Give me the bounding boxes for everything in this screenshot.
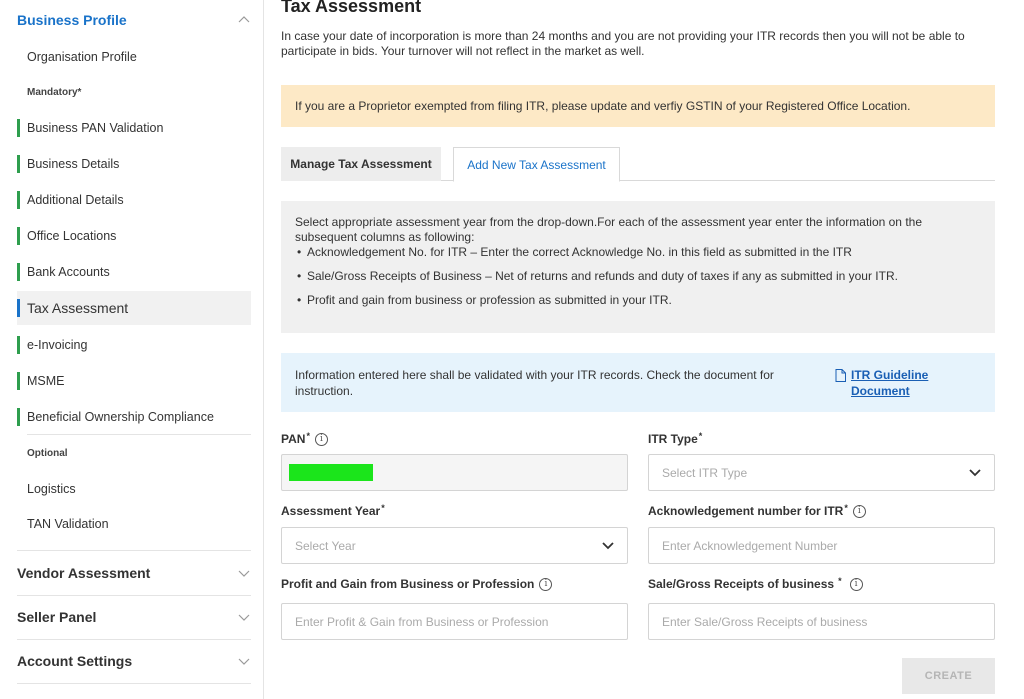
itr-type-select[interactable] bbox=[648, 454, 995, 491]
divider bbox=[17, 683, 251, 684]
tab-add-new-tax-assessment[interactable]: Add New Tax Assessment bbox=[453, 147, 620, 182]
sidebar-item-label: Business Details bbox=[27, 157, 120, 171]
status-bar bbox=[17, 408, 20, 426]
required-mark: * bbox=[306, 431, 310, 441]
divider bbox=[27, 434, 251, 435]
select-placeholder: Select Year bbox=[295, 538, 356, 553]
redacted-pan-value bbox=[289, 464, 373, 481]
input-placeholder: Enter Sale/Gross Receipts of business bbox=[662, 614, 868, 629]
info-icon[interactable]: i bbox=[315, 433, 328, 446]
info-icon[interactable]: i bbox=[853, 505, 866, 518]
sidebar bbox=[0, 0, 264, 699]
label-text: Sale/Gross Receipts of business bbox=[648, 577, 835, 591]
status-bar bbox=[17, 372, 20, 390]
tab-manage-tax-assessment[interactable]: Manage Tax Assessment bbox=[281, 147, 441, 181]
label-text: Profit and Gain from Business or Profession bbox=[281, 577, 535, 591]
itr-type-label bbox=[648, 432, 702, 446]
list-item: • Profit and gain from business or profession as submitted in your ITR. bbox=[295, 293, 981, 308]
label-text: PAN bbox=[281, 432, 306, 446]
chevron-up-icon bbox=[238, 14, 250, 26]
sidebar-item-e-invoicing[interactable] bbox=[17, 328, 251, 362]
sidebar-item-beneficial-ownership-compliance[interactable] bbox=[17, 400, 251, 434]
status-bar bbox=[17, 191, 20, 209]
document-icon bbox=[835, 369, 846, 382]
section-label: Seller Panel bbox=[17, 609, 97, 625]
sidebar-item-label: e-Invoicing bbox=[27, 338, 88, 352]
section-label: Vendor Assessment bbox=[17, 565, 151, 581]
required-mark: * bbox=[838, 576, 842, 586]
proprietor-notice bbox=[281, 85, 995, 127]
input-placeholder: Enter Profit & Gain from Business or Profession bbox=[295, 614, 549, 629]
section-seller-panel[interactable] bbox=[17, 597, 250, 637]
info-icon[interactable]: i bbox=[539, 578, 552, 591]
sidebar-item-label: TAN Validation bbox=[27, 517, 109, 531]
info-text: Information entered here shall be validated with your ITR records. Check the document for instruction. bbox=[295, 368, 774, 398]
sidebar-item-tan-validation[interactable] bbox=[27, 507, 251, 541]
chevron-down-icon bbox=[601, 540, 615, 552]
sidebar-item-business-pan-validation[interactable] bbox=[17, 111, 251, 145]
section-label: Account Settings bbox=[17, 653, 133, 669]
chevron-down-icon bbox=[238, 567, 250, 579]
sidebar-item-office-locations[interactable] bbox=[17, 219, 251, 253]
link-label: ITR Guideline Document bbox=[851, 368, 929, 398]
assessment-year-select[interactable] bbox=[281, 527, 628, 564]
sidebar-item-label: MSME bbox=[27, 374, 65, 388]
create-button[interactable]: CREATE bbox=[902, 658, 995, 694]
instructions-box bbox=[281, 201, 995, 333]
required-mark: * bbox=[381, 503, 385, 513]
sidebar-item-additional-details[interactable] bbox=[17, 183, 251, 217]
select-placeholder: Select ITR Type bbox=[662, 465, 748, 480]
section-account-settings[interactable] bbox=[17, 641, 250, 681]
optional-label: Optional bbox=[27, 448, 68, 459]
tab-bar bbox=[281, 147, 995, 181]
divider bbox=[17, 639, 251, 640]
required-mark: * bbox=[844, 503, 848, 513]
status-bar bbox=[17, 155, 20, 173]
sidebar-item-label: Logistics bbox=[27, 482, 76, 496]
instructions-list bbox=[295, 245, 981, 308]
sidebar-item-msme[interactable] bbox=[17, 364, 251, 398]
mandatory-label: Mandatory* bbox=[27, 87, 82, 98]
instructions-lead: Select appropriate assessment year from the drop-down.For each of the assessment year enter the information on the subsequent columns as following: bbox=[295, 215, 922, 244]
required-mark: * bbox=[698, 431, 703, 441]
section-label: Business Profile bbox=[17, 12, 127, 28]
profit-gain-input[interactable] bbox=[281, 603, 628, 640]
divider bbox=[17, 595, 251, 596]
sidebar-item-label: Beneficial Ownership Compliance bbox=[27, 410, 214, 424]
label-text: Assessment Year bbox=[281, 504, 381, 518]
pan-label bbox=[281, 432, 328, 446]
status-bar bbox=[17, 263, 20, 281]
divider bbox=[17, 550, 251, 551]
status-bar bbox=[17, 299, 20, 317]
sale-gross-receipts-label bbox=[648, 577, 863, 591]
sidebar-item-label: Additional Details bbox=[27, 193, 124, 207]
sidebar-item-label: Tax Assessment bbox=[27, 300, 129, 316]
input-placeholder: Enter Acknowledgement Number bbox=[662, 538, 838, 553]
list-item: • Acknowledgement No. for ITR – Enter the correct Acknowledge No. in this field as submitted in the ITR bbox=[295, 245, 981, 260]
label-text: ITR Type bbox=[648, 432, 698, 446]
sidebar-item-business-details[interactable] bbox=[17, 147, 251, 181]
list-item: • Sale/Gross Receipts of Business – Net of returns and refunds and duty of taxes if any as submitted in your ITR. bbox=[295, 269, 981, 284]
info-icon[interactable]: i bbox=[850, 578, 863, 591]
acknowledgement-label bbox=[648, 504, 866, 518]
sidebar-item-logistics[interactable] bbox=[27, 472, 251, 506]
assessment-year-label bbox=[281, 504, 385, 518]
chevron-down-icon bbox=[968, 467, 982, 479]
section-business-profile[interactable] bbox=[17, 0, 250, 40]
sidebar-item-tax-assessment[interactable] bbox=[17, 291, 251, 325]
profit-gain-label bbox=[281, 577, 552, 591]
chevron-down-icon bbox=[238, 655, 250, 667]
sale-gross-receipts-input[interactable] bbox=[648, 603, 995, 640]
chevron-down-icon bbox=[238, 611, 250, 623]
itr-info-box bbox=[281, 353, 995, 412]
pan-field[interactable] bbox=[281, 454, 628, 491]
sidebar-item-bank-accounts[interactable] bbox=[17, 255, 251, 289]
page-title: Tax Assessment bbox=[281, 0, 422, 16]
sidebar-item-label: Business PAN Validation bbox=[27, 121, 164, 135]
status-bar bbox=[17, 336, 20, 354]
label-text: Acknowledgement number for ITR bbox=[648, 504, 844, 518]
status-bar bbox=[17, 227, 20, 245]
notice-text: If you are a Proprietor exempted from filing ITR, please update and verfiy GSTIN of your Registered Office Location. bbox=[295, 99, 911, 113]
acknowledgement-input[interactable] bbox=[648, 527, 995, 564]
itr-guideline-link[interactable] bbox=[835, 367, 955, 399]
sidebar-item-label: Organisation Profile bbox=[27, 50, 137, 64]
sidebar-item-organisation-profile[interactable] bbox=[27, 40, 251, 74]
status-bar bbox=[17, 119, 20, 137]
intro-text: In case your date of incorporation is more than 24 months and you are not providing your ITR records then you will not be able to participate in bids. Your turnover will not reflect in the market as well. bbox=[281, 29, 965, 58]
sidebar-item-label: Bank Accounts bbox=[27, 265, 110, 279]
sidebar-item-label: Office Locations bbox=[27, 229, 117, 243]
section-vendor-assessment[interactable] bbox=[17, 553, 250, 593]
